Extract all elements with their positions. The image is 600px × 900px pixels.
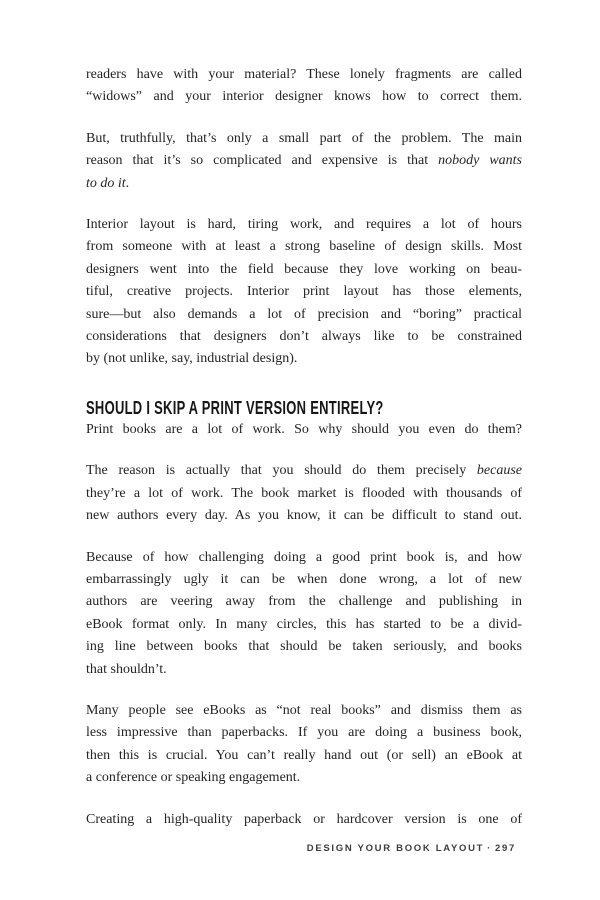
running-head: DESIGN YOUR BOOK LAYOUT (306, 843, 485, 854)
text-segment: reason that it’s so complicated and expensive is that (86, 153, 439, 169)
text-line (86, 86, 522, 108)
text-segment: that shouldn’t. (86, 661, 167, 677)
text-line (86, 128, 522, 150)
text-segment: readers have with your material? These lonely fragments are called (86, 67, 522, 82)
text-line (86, 64, 522, 86)
text-segment: new authors every day. As you know, it can be difficult to stand out. (86, 508, 522, 524)
text-segment: Print books are a lot of work. So why should you even do them? (86, 422, 522, 438)
text-segment: . (125, 175, 130, 191)
text-line (86, 214, 522, 236)
text-line (86, 150, 522, 172)
text-line (86, 809, 522, 831)
text-segment: Interior layout is hard, tiring work, and requires a lot of hours (86, 216, 522, 232)
text-line (86, 348, 522, 370)
text-line (86, 547, 522, 569)
text-segment: Many people see eBooks as “not real books” and dismiss them as (86, 702, 522, 718)
text-line (86, 236, 522, 258)
paragraph (86, 64, 522, 109)
footer-separator: · (487, 843, 493, 854)
text-line (86, 636, 522, 658)
italic-text-segment: because (476, 463, 522, 479)
paragraph (86, 547, 522, 681)
text-segment: “widows” and your interior designer knows how to correct them. (86, 89, 522, 105)
page-footer (307, 843, 516, 854)
text-segment: eBook format only. In many circles, this has started to be a divid- (86, 616, 522, 632)
text-line (86, 281, 522, 303)
text-block (86, 64, 522, 831)
text-segment: designers went into the field because they love working on beau- (86, 261, 522, 277)
text-segment: Creating a high-quality paperback or hardcover version is one of (86, 811, 522, 827)
page-number: 297 (495, 843, 516, 854)
text-line (86, 767, 522, 789)
text-segment: from someone with at least a strong baseline of design skills. Most (86, 239, 522, 255)
text-line (86, 569, 522, 591)
text-line (86, 659, 522, 681)
text-line (86, 591, 522, 613)
text-line (86, 173, 522, 195)
section-heading-text: SHOULD I SKIP A PRINT VERSION ENTIRELY? (86, 397, 384, 418)
italic-text-segment: to do it (86, 175, 126, 191)
text-line (86, 326, 522, 348)
text-line (86, 745, 522, 767)
paragraph (86, 700, 522, 790)
text-segment: they’re a lot of work. The book market is flooded with thousands of (86, 485, 522, 501)
text-line (86, 460, 522, 482)
paragraph (86, 460, 522, 527)
paragraph (86, 809, 522, 831)
paragraph (86, 214, 522, 371)
text-segment: by (not unlike, say, industrial design). (86, 351, 298, 367)
text-segment: ing line between books that should be taken seriously, and books (86, 639, 522, 655)
text-line (86, 505, 522, 527)
section-heading (86, 397, 522, 419)
paragraph (86, 128, 522, 195)
italic-text-segment: nobody wants (438, 153, 522, 169)
text-segment: less impressive than paperbacks. If you are doing a business book, (86, 725, 522, 741)
text-segment: sure—but also demands a lot of precision and “boring” practical (86, 306, 522, 322)
text-segment: tiful, creative projects. Interior print layout has those elements, (86, 284, 522, 300)
text-line (86, 419, 522, 441)
text-segment: authors are veering away from the challenge and publishing in (86, 594, 522, 610)
text-line (86, 700, 522, 722)
text-segment: considerations that designers don’t always like to be constrained (86, 328, 522, 344)
text-line (86, 304, 522, 326)
text-line (86, 483, 522, 505)
paragraph (86, 419, 522, 441)
text-segment: then this is crucial. You can’t really hand out (or sell) an eBook at (86, 747, 522, 763)
text-segment: The reason is actually that you should do them precisely (86, 463, 477, 479)
text-segment: a conference or speaking engagement. (86, 770, 301, 786)
text-segment: Because of how challenging doing a good print book is, and how (86, 549, 522, 565)
text-line (86, 259, 522, 281)
text-segment: But, truthfully, that’s only a small part of the problem. The main (86, 130, 522, 146)
text-line (86, 614, 522, 636)
text-segment: embarrassingly ugly it can be when done wrong, a lot of new (86, 572, 522, 588)
text-line (86, 722, 522, 744)
